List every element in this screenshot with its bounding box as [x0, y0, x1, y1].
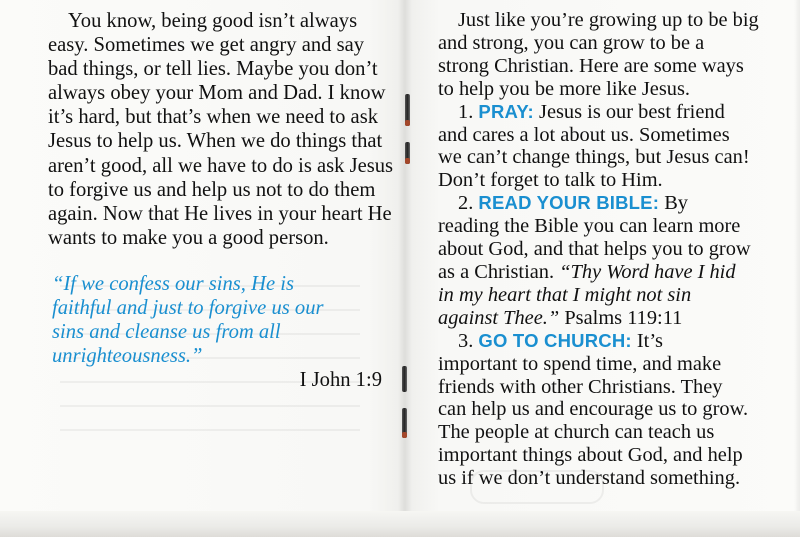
page-edge-shadow [794, 0, 800, 537]
item-line: important things about God, and help [438, 444, 743, 467]
item-text: Jesus is our best friend [539, 100, 725, 123]
bible-reference: Psalms 119:11 [564, 306, 683, 329]
item-text: It’s [636, 329, 663, 352]
list-item-read-bible [438, 192, 778, 215]
bible-quote-line: in my heart that I might not sin [438, 283, 692, 306]
item-line: important to spend time, and make [438, 352, 722, 375]
left-page-paragraph: You know, being good isn’t always easy. Sometimes we get angry and say bad things, or tell lies. Maybe you don’t always obey your Mom and Dad. I know it’s hard, but that’s when we need to ask Jesus to help us. When we do things that aren’t good, all we have to do is ask Jesus to forgive us and help us not to do them again. Now that He lives in your heart He wants to make you a good person. [48, 10, 394, 249]
booklet-gutter [398, 0, 412, 537]
item-number: 1. [458, 100, 474, 123]
staple-bottom [402, 366, 407, 392]
intro-line: and strong, you can grow to be a [438, 31, 705, 54]
scripture-quote [48, 272, 394, 368]
scripture-line: sins and cleanse us from all [52, 321, 281, 344]
item-line: we can’t change things, but Jesus can! [438, 146, 750, 169]
item-heading: PRAY: [478, 100, 534, 122]
staple-top [405, 94, 410, 126]
item-line: us if we don’t understand something. [438, 467, 741, 490]
item-text: as a Christian. [438, 260, 555, 283]
item-line: about God, and that helps you to grow [438, 238, 751, 261]
item-line [438, 261, 778, 284]
right-page [438, 9, 778, 490]
intro-line: strong Christian. Here are some ways [438, 54, 744, 77]
item-heading: GO TO CHURCH: [478, 329, 632, 351]
item-line: Don’t forget to talk to Him. [438, 169, 663, 192]
bible-quote: “Thy Word have I hid [559, 260, 736, 283]
list-item-pray [438, 101, 778, 124]
scripture-line: “If we confess our sins, He is [52, 272, 294, 295]
item-number: 2. [458, 192, 474, 215]
item-number: 3. [458, 329, 474, 352]
item-heading: READ YOUR BIBLE: [478, 192, 660, 214]
item-line: and cares a lot about us. Sometimes [438, 123, 730, 146]
staple-top-lower [405, 142, 410, 164]
item-line: reading the Bible you can learn more [438, 215, 741, 238]
page-bottom-edge [0, 511, 800, 537]
item-line: can help us and encourage us to grow. [438, 398, 749, 421]
intro-line: Just like you’re growing up to be big [458, 9, 759, 31]
bible-quote-end-row [438, 307, 778, 330]
scripture-reference: I John 1:9 [299, 369, 382, 392]
scripture-line: faithful and just to forgive us our [52, 297, 324, 320]
staple-bottom-lower [402, 408, 407, 438]
left-page [48, 9, 394, 392]
bible-quote-end: against Thee.” [438, 306, 560, 329]
intro-line: to help you be more like Jesus. [438, 77, 691, 100]
item-text: By [664, 192, 688, 215]
item-line: friends with other Christians. They [438, 375, 723, 398]
scripture-line: unrighteousness.” [52, 345, 203, 368]
list-item-go-to-church [438, 330, 778, 353]
item-line: The people at church can teach us [438, 421, 715, 444]
